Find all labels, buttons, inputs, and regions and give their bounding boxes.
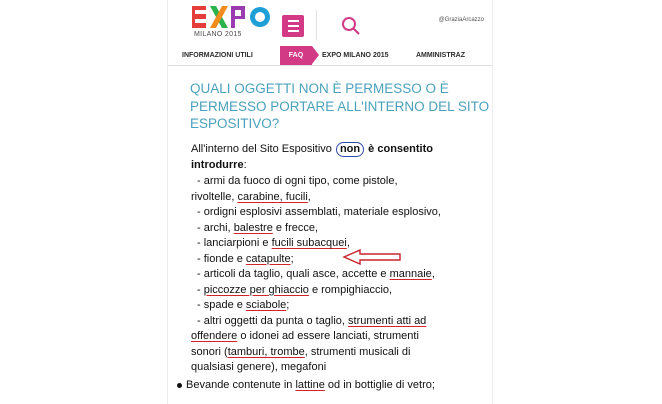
list-item-underlined: balestre [233,221,273,234]
list-item-underlined: piccozze per ghiaccio [203,283,309,296]
list-item [191,329,491,345]
list-item-text-end: , [307,190,311,203]
hamburger-menu-button[interactable] [282,15,304,37]
list-item-underlined: tamburi, trombe [227,345,305,358]
intro-colon: : [243,158,247,171]
list-item-text: sonori ( [191,345,228,358]
answer-intro [191,142,491,173]
list-item-text-end: o idonei ad essere lanciati, strumenti [237,330,419,342]
bullet-dot [177,383,182,388]
list-item-text-end: e rompighiaccio, [308,283,393,296]
list-item [191,205,491,221]
list-item-underlined: carabine, fucili [237,190,308,203]
list-item [191,252,491,268]
nav-amministrazione[interactable]: AMMINISTRAZ [416,52,465,59]
list-item [191,190,491,206]
list-item [191,236,491,252]
nav-expo-milano-2015[interactable]: EXPO MILANO 2015 [322,52,389,59]
list-item-underlined: offendere [191,330,238,342]
list-item-text: - articoli da taglio, quali asce, accette e [197,268,390,280]
list-item-text: - lanciarpioni e [197,237,272,249]
red-arrow-annotation [342,249,402,265]
list-item [191,174,491,190]
list-item [191,221,491,237]
menu-icon [288,20,299,22]
list-item [191,267,491,283]
list-item-text: - altri oggetti da punta o taglio, [197,314,349,327]
author-handle: @GraziaArcazzo [438,17,484,23]
list-item-underlined: catapulte [245,252,291,265]
expo-logo-mark [192,6,272,28]
circled-word: non [336,142,364,157]
expo-faq-page [168,0,492,404]
list-item [191,283,491,299]
bullet-text-end: od in bottiglie di vetro; [324,379,435,391]
bullet-text: Bevande contenute in [186,379,296,391]
list-item-underlined: sciabole [245,299,287,311]
faq-question-title: QUALI OGGETTI NON È PERMESSO O È PERMESSO PORTARE ALL'INTERNO DEL SITO ESPOSITIVO? [190,81,490,131]
list-item-text: - fionde e [197,252,246,265]
list-item-text: - ordigni esplosivi assemblati, materiale esplosivo, [197,206,441,218]
list-item [191,298,491,314]
list-item-underlined: strumenti atti ad [348,314,427,327]
list-item-underlined: mannaie [389,268,432,280]
list-item-text: - archi, [197,221,234,234]
list-item-text-end: , [346,237,350,249]
list-item-underlined: fucili subacquei [271,237,347,249]
intro-bold-line2: introdurre [191,158,244,171]
prohibited-items-list [191,174,491,376]
list-item-text-end: ; [290,252,294,265]
list-item-text-end: , [431,268,435,280]
nav-faq[interactable]: FAQ [280,46,312,65]
intro-bold: è consentito [365,143,433,155]
list-item [191,345,491,361]
bullet-underlined: lattine [295,379,325,391]
search-icon[interactable] [340,15,362,37]
list-item-text-end: , strumenti musicali di [304,345,411,358]
list-item-text-end: ; [286,299,290,311]
list-item-text: - spade e [197,299,246,311]
nav-informazioni-utili[interactable]: INFORMAZIONI UTILI [182,52,253,59]
beverages-bullet [177,379,497,391]
list-item-text: - armi da fuoco di ogni tipo, come pistole, [197,175,398,187]
list-item-text-end: e frecce, [272,221,319,234]
intro-text: All'interno del Sito Espositivo [191,143,335,155]
list-item-text: - [197,283,204,296]
list-item [191,360,491,376]
list-item [191,314,491,330]
logo-subtitle: MILANO 2015 [194,31,242,38]
list-item-text: qualsiasi genere), megafoni [191,361,327,373]
expo-logo[interactable] [192,6,284,44]
list-item-text: rivoltelle, [191,190,238,203]
site-header [168,0,492,46]
header-divider [316,10,317,40]
main-nav [168,46,492,66]
faq-answer [191,142,491,376]
